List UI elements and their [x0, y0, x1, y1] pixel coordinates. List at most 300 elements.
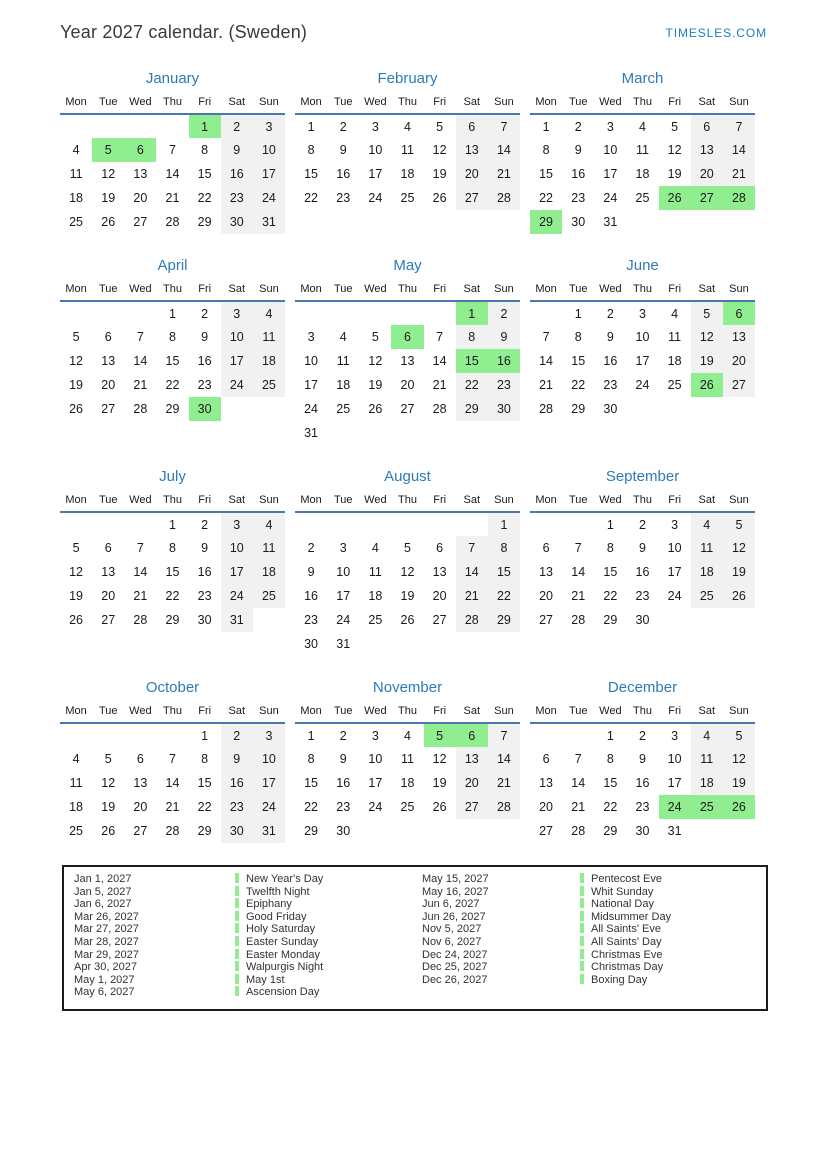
day-cell: 25 [635, 191, 650, 205]
weekday-header: Sun [723, 702, 755, 723]
day-cell: 26 [659, 186, 691, 210]
day-cell: 31 [221, 608, 253, 632]
weekday-header: Wed [594, 491, 626, 512]
day-cell: 11 [368, 565, 382, 579]
week-row [60, 795, 285, 819]
day-cell: 29 [571, 402, 586, 416]
weekday-header: Mon [60, 491, 92, 512]
weekday-header: Sat [221, 491, 253, 512]
day-cell: 13 [691, 138, 723, 162]
holiday-date: Dec 26, 2027 [422, 973, 488, 986]
day-cell [691, 608, 723, 632]
day-cell: 7 [488, 114, 520, 138]
day-cell: 22 [197, 191, 212, 205]
day-cell: 27 [456, 186, 488, 210]
week-row [295, 536, 520, 560]
day-cell: 18 [69, 191, 84, 205]
month-day-grid [295, 280, 520, 445]
day-cell: 23 [336, 191, 351, 205]
month-title: June [626, 257, 659, 274]
holiday-tick-icon [235, 936, 239, 946]
day-cell: 11 [336, 354, 350, 368]
week-row [60, 373, 285, 397]
week-row [295, 608, 520, 632]
month-day-grid [295, 702, 520, 843]
month-may [295, 256, 520, 445]
holiday-date: May 1, 2027 [74, 973, 135, 986]
weekday-header: Fri [659, 491, 691, 512]
day-cell: 22 [165, 378, 180, 392]
day-cell: 10 [221, 536, 253, 560]
day-cell: 1 [606, 517, 614, 532]
day-cell: 21 [571, 800, 586, 814]
month-day-grid [530, 280, 755, 421]
day-cell: 10 [253, 138, 285, 162]
month-title: September [605, 468, 680, 485]
day-cell: 1 [189, 114, 221, 138]
day-cell: 15 [165, 354, 180, 368]
week-row [295, 795, 520, 819]
day-cell: 20 [539, 589, 554, 603]
week-row [530, 397, 755, 421]
day-cell: 7 [136, 541, 144, 555]
day-cell [391, 819, 423, 843]
day-cell: 9 [574, 143, 582, 157]
day-cell: 18 [336, 378, 351, 392]
day-cell: 20 [133, 191, 148, 205]
day-cell [659, 397, 691, 421]
month-november [295, 678, 520, 843]
holiday-tick-icon [580, 911, 584, 921]
day-cell: 27 [539, 824, 554, 838]
day-cell: 2 [221, 723, 253, 747]
holiday-date: Mar 26, 2027 [74, 910, 139, 923]
day-cell [456, 632, 488, 656]
weekday-header: Thu [391, 280, 423, 301]
day-cell: 17 [368, 776, 383, 790]
week-row [60, 210, 285, 234]
holiday-date: Jun 6, 2027 [422, 898, 480, 911]
weekday-header: Fri [189, 280, 221, 301]
day-cell: 10 [336, 565, 351, 579]
weekday-header: Thu [156, 280, 188, 301]
day-cell: 2 [307, 541, 315, 555]
day-cell: 13 [133, 776, 148, 790]
day-cell: 1 [606, 728, 614, 743]
week-row [295, 747, 520, 771]
day-cell: 28 [571, 613, 586, 627]
day-cell: 1 [201, 728, 209, 743]
weekday-header: Sun [253, 491, 285, 512]
day-cell: 18 [253, 349, 285, 373]
holiday-date: May 6, 2027 [74, 986, 135, 999]
weekday-header: Sun [488, 280, 520, 301]
day-cell: 3 [671, 517, 679, 532]
holiday-tick-icon [580, 961, 584, 971]
day-cell [424, 632, 456, 656]
day-cell: 1 [488, 512, 520, 536]
day-cell: 29 [304, 824, 319, 838]
day-cell: 3 [253, 723, 285, 747]
day-cell: 20 [400, 378, 415, 392]
day-cell: 4 [691, 512, 723, 536]
day-cell: 22 [304, 191, 319, 205]
weekday-header: Fri [189, 491, 221, 512]
holiday-tick-icon [580, 873, 584, 883]
day-cell [391, 301, 423, 325]
day-cell [60, 512, 92, 536]
day-cell: 15 [539, 167, 554, 181]
day-cell: 7 [574, 541, 582, 555]
day-cell: 11 [69, 776, 83, 790]
holiday-name: National Day [580, 898, 766, 911]
day-cell [327, 421, 359, 445]
day-cell: 3 [639, 306, 646, 321]
day-cell: 16 [197, 565, 212, 579]
day-cell: 2 [339, 728, 347, 743]
day-cell: 27 [432, 613, 447, 627]
holiday-name: New Year's Day [235, 873, 422, 886]
month-january [60, 69, 285, 234]
day-cell: 12 [101, 776, 116, 790]
day-cell: 13 [432, 565, 447, 579]
day-cell [359, 301, 391, 325]
weekday-header: Sun [488, 93, 520, 114]
day-cell: 20 [432, 589, 447, 603]
day-cell: 31 [603, 215, 618, 229]
day-cell: 15 [304, 776, 319, 790]
month-july [60, 467, 285, 632]
month-title: January [145, 70, 200, 87]
day-cell: 4 [671, 306, 679, 321]
day-cell [723, 608, 755, 632]
day-cell [530, 723, 562, 747]
day-cell [424, 512, 456, 536]
day-cell: 4 [253, 512, 285, 536]
day-cell: 14 [723, 138, 755, 162]
week-row [530, 373, 755, 397]
day-cell: 25 [667, 378, 682, 392]
day-cell: 15 [603, 565, 618, 579]
weekday-header: Tue [562, 702, 594, 723]
holiday-name: Holy Saturday [235, 923, 422, 936]
day-cell: 2 [574, 119, 582, 134]
month-day-grid [530, 702, 755, 843]
day-cell: 16 [221, 162, 253, 186]
day-cell [456, 512, 488, 536]
day-cell: 26 [69, 402, 84, 416]
day-cell [156, 114, 188, 138]
week-row [60, 771, 285, 795]
day-cell: 14 [133, 565, 148, 579]
holiday-date: Mar 27, 2027 [74, 923, 139, 936]
day-cell: 17 [667, 565, 682, 579]
day-cell: 26 [691, 373, 723, 397]
month-title: May [393, 257, 422, 274]
day-cell: 5 [436, 119, 444, 134]
day-cell: 28 [488, 186, 520, 210]
holiday-name: Easter Sunday [235, 936, 422, 949]
week-row [60, 723, 285, 747]
holiday-tick-icon [580, 974, 584, 984]
day-cell: 22 [571, 378, 586, 392]
holiday-date: Dec 25, 2027 [422, 961, 488, 974]
week-row [60, 114, 285, 138]
weekday-header: Wed [124, 280, 156, 301]
week-row [530, 301, 755, 325]
day-cell: 12 [667, 143, 682, 157]
day-cell: 31 [336, 637, 351, 651]
holiday-date: Jun 26, 2027 [422, 910, 486, 923]
day-cell [488, 632, 520, 656]
day-cell: 25 [69, 215, 84, 229]
weekday-header: Tue [562, 93, 594, 114]
day-cell: 10 [368, 752, 383, 766]
day-cell: 17 [368, 167, 383, 181]
day-cell: 27 [101, 402, 116, 416]
day-cell: 21 [165, 800, 180, 814]
holiday-name: Boxing Day [580, 974, 766, 987]
day-cell: 10 [368, 143, 383, 157]
weekday-header: Sun [253, 93, 285, 114]
day-cell: 10 [603, 143, 618, 157]
day-cell: 5 [691, 301, 723, 325]
day-cell [659, 210, 691, 234]
day-cell: 30 [336, 824, 351, 838]
week-row [60, 560, 285, 584]
month-february [295, 69, 520, 210]
day-cell: 3 [221, 512, 253, 536]
day-cell: 14 [539, 354, 554, 368]
day-cell: 24 [368, 191, 383, 205]
week-row [295, 819, 520, 843]
weekday-header: Thu [391, 491, 423, 512]
day-cell: 16 [221, 771, 253, 795]
weekday-header: Fri [424, 702, 456, 723]
month-title: August [384, 468, 431, 485]
day-cell: 11 [691, 747, 723, 771]
day-cell: 17 [221, 560, 253, 584]
week-row [530, 608, 755, 632]
day-cell: 29 [488, 608, 520, 632]
day-cell: 7 [136, 330, 144, 344]
weekday-header: Tue [92, 280, 124, 301]
weekday-header: Mon [60, 93, 92, 114]
day-cell: 18 [635, 167, 650, 181]
site-link[interactable]: TIMESLES.COM [665, 26, 767, 40]
day-cell [723, 210, 755, 234]
week-row [60, 397, 285, 421]
holiday-name: Walpurgis Night [235, 961, 422, 974]
day-cell: 28 [165, 824, 180, 838]
weekday-header: Sun [253, 280, 285, 301]
day-cell: 6 [391, 325, 423, 349]
day-cell: 28 [133, 613, 148, 627]
day-cell: 18 [400, 776, 415, 790]
week-row [295, 584, 520, 608]
day-cell: 25 [336, 402, 351, 416]
day-cell: 26 [400, 613, 415, 627]
day-cell: 7 [436, 330, 444, 344]
day-cell: 23 [221, 795, 253, 819]
holiday-date [422, 986, 580, 999]
day-cell: 13 [723, 325, 755, 349]
day-cell [92, 512, 124, 536]
weekday-header: Wed [124, 491, 156, 512]
day-cell: 15 [165, 565, 180, 579]
day-cell: 24 [635, 378, 650, 392]
weekday-header: Wed [359, 491, 391, 512]
weekday-header: Sat [221, 702, 253, 723]
week-row [295, 373, 520, 397]
day-cell: 29 [165, 402, 180, 416]
day-cell: 26 [432, 800, 447, 814]
day-cell: 6 [436, 541, 444, 555]
day-cell: 16 [197, 354, 212, 368]
weekday-header: Sat [456, 491, 488, 512]
week-row [60, 186, 285, 210]
day-cell: 6 [136, 752, 144, 766]
weekday-header: Fri [424, 491, 456, 512]
day-cell [391, 632, 423, 656]
day-cell: 9 [221, 747, 253, 771]
day-cell [488, 421, 520, 445]
day-cell: 7 [456, 536, 488, 560]
day-cell: 2 [201, 306, 209, 321]
weekday-header: Mon [530, 702, 562, 723]
day-cell: 7 [542, 330, 550, 344]
weekday-header: Sun [723, 491, 755, 512]
weekday-header: Mon [60, 280, 92, 301]
weekday-header: Tue [92, 702, 124, 723]
day-cell: 15 [603, 776, 618, 790]
day-cell: 6 [456, 723, 488, 747]
day-cell [359, 421, 391, 445]
day-cell: 12 [432, 752, 447, 766]
day-cell: 3 [307, 330, 315, 344]
holiday-date: Jan 6, 2027 [74, 898, 132, 911]
holiday-name: Christmas Day [580, 961, 766, 974]
day-cell: 21 [456, 584, 488, 608]
day-cell [691, 397, 723, 421]
day-cell: 12 [691, 325, 723, 349]
day-cell: 22 [539, 191, 554, 205]
day-cell: 15 [197, 167, 212, 181]
months-grid [60, 69, 767, 843]
day-cell: 30 [635, 824, 650, 838]
day-cell: 2 [639, 728, 646, 743]
month-august [295, 467, 520, 656]
day-cell: 25 [253, 373, 285, 397]
day-cell: 11 [401, 752, 414, 766]
day-cell: 9 [339, 143, 347, 157]
day-cell: 13 [456, 747, 488, 771]
week-row [60, 349, 285, 373]
holiday-date: May 16, 2027 [422, 885, 489, 898]
day-cell: 4 [72, 752, 80, 766]
day-cell: 4 [404, 119, 411, 134]
day-cell [221, 397, 253, 421]
week-row [295, 186, 520, 210]
holiday-date: Nov 5, 2027 [422, 923, 482, 936]
week-row [530, 138, 755, 162]
weekday-header: Wed [359, 280, 391, 301]
holiday-date: Dec 24, 2027 [422, 948, 488, 961]
day-cell: 12 [101, 167, 116, 181]
day-cell [60, 114, 92, 138]
weekday-header: Mon [530, 491, 562, 512]
month-day-grid [60, 93, 285, 234]
day-cell: 12 [400, 565, 415, 579]
day-cell: 19 [723, 560, 755, 584]
holiday-name [580, 986, 766, 999]
month-day-grid [295, 93, 520, 210]
day-cell: 21 [488, 162, 520, 186]
month-title: November [372, 679, 443, 696]
weekday-header: Sat [691, 93, 723, 114]
month-december [530, 678, 755, 843]
day-cell [562, 512, 594, 536]
day-cell: 13 [101, 354, 116, 368]
weekday-header: Thu [626, 491, 658, 512]
day-cell: 17 [253, 162, 285, 186]
holiday-name: Easter Monday [235, 949, 422, 962]
day-cell: 28 [133, 402, 148, 416]
day-cell: 8 [488, 536, 520, 560]
day-cell: 13 [400, 354, 415, 368]
week-row [530, 512, 755, 536]
holiday-date: Jan 1, 2027 [74, 873, 132, 885]
day-cell: 8 [169, 541, 176, 555]
week-row [530, 723, 755, 747]
day-cell: 14 [133, 354, 148, 368]
day-cell: 22 [603, 800, 618, 814]
day-cell [626, 210, 658, 234]
day-cell [456, 819, 488, 843]
day-cell: 25 [400, 191, 415, 205]
day-cell: 12 [432, 143, 447, 157]
day-cell: 23 [197, 378, 212, 392]
day-cell: 28 [488, 795, 520, 819]
day-cell: 6 [456, 114, 488, 138]
day-cell [424, 421, 456, 445]
day-cell: 24 [336, 613, 351, 627]
day-cell: 1 [456, 301, 488, 325]
week-row [60, 325, 285, 349]
week-row [530, 747, 755, 771]
day-cell [253, 397, 285, 421]
week-row [60, 162, 285, 186]
day-cell: 28 [571, 824, 586, 838]
day-cell: 27 [691, 186, 723, 210]
day-cell: 21 [539, 378, 554, 392]
day-cell: 19 [101, 800, 116, 814]
day-cell: 11 [253, 536, 285, 560]
day-cell: 6 [723, 301, 755, 325]
day-cell: 11 [691, 536, 723, 560]
weekday-header: Wed [359, 93, 391, 114]
day-cell: 8 [542, 143, 550, 157]
holiday-date: Mar 28, 2027 [74, 935, 139, 948]
day-cell: 7 [169, 143, 176, 157]
day-cell: 1 [169, 306, 176, 321]
day-cell: 23 [197, 589, 212, 603]
day-cell: 3 [221, 301, 253, 325]
holiday-name: Epiphany [235, 898, 422, 911]
weekday-header: Sat [221, 93, 253, 114]
day-cell: 16 [571, 167, 586, 181]
day-cell [691, 210, 723, 234]
